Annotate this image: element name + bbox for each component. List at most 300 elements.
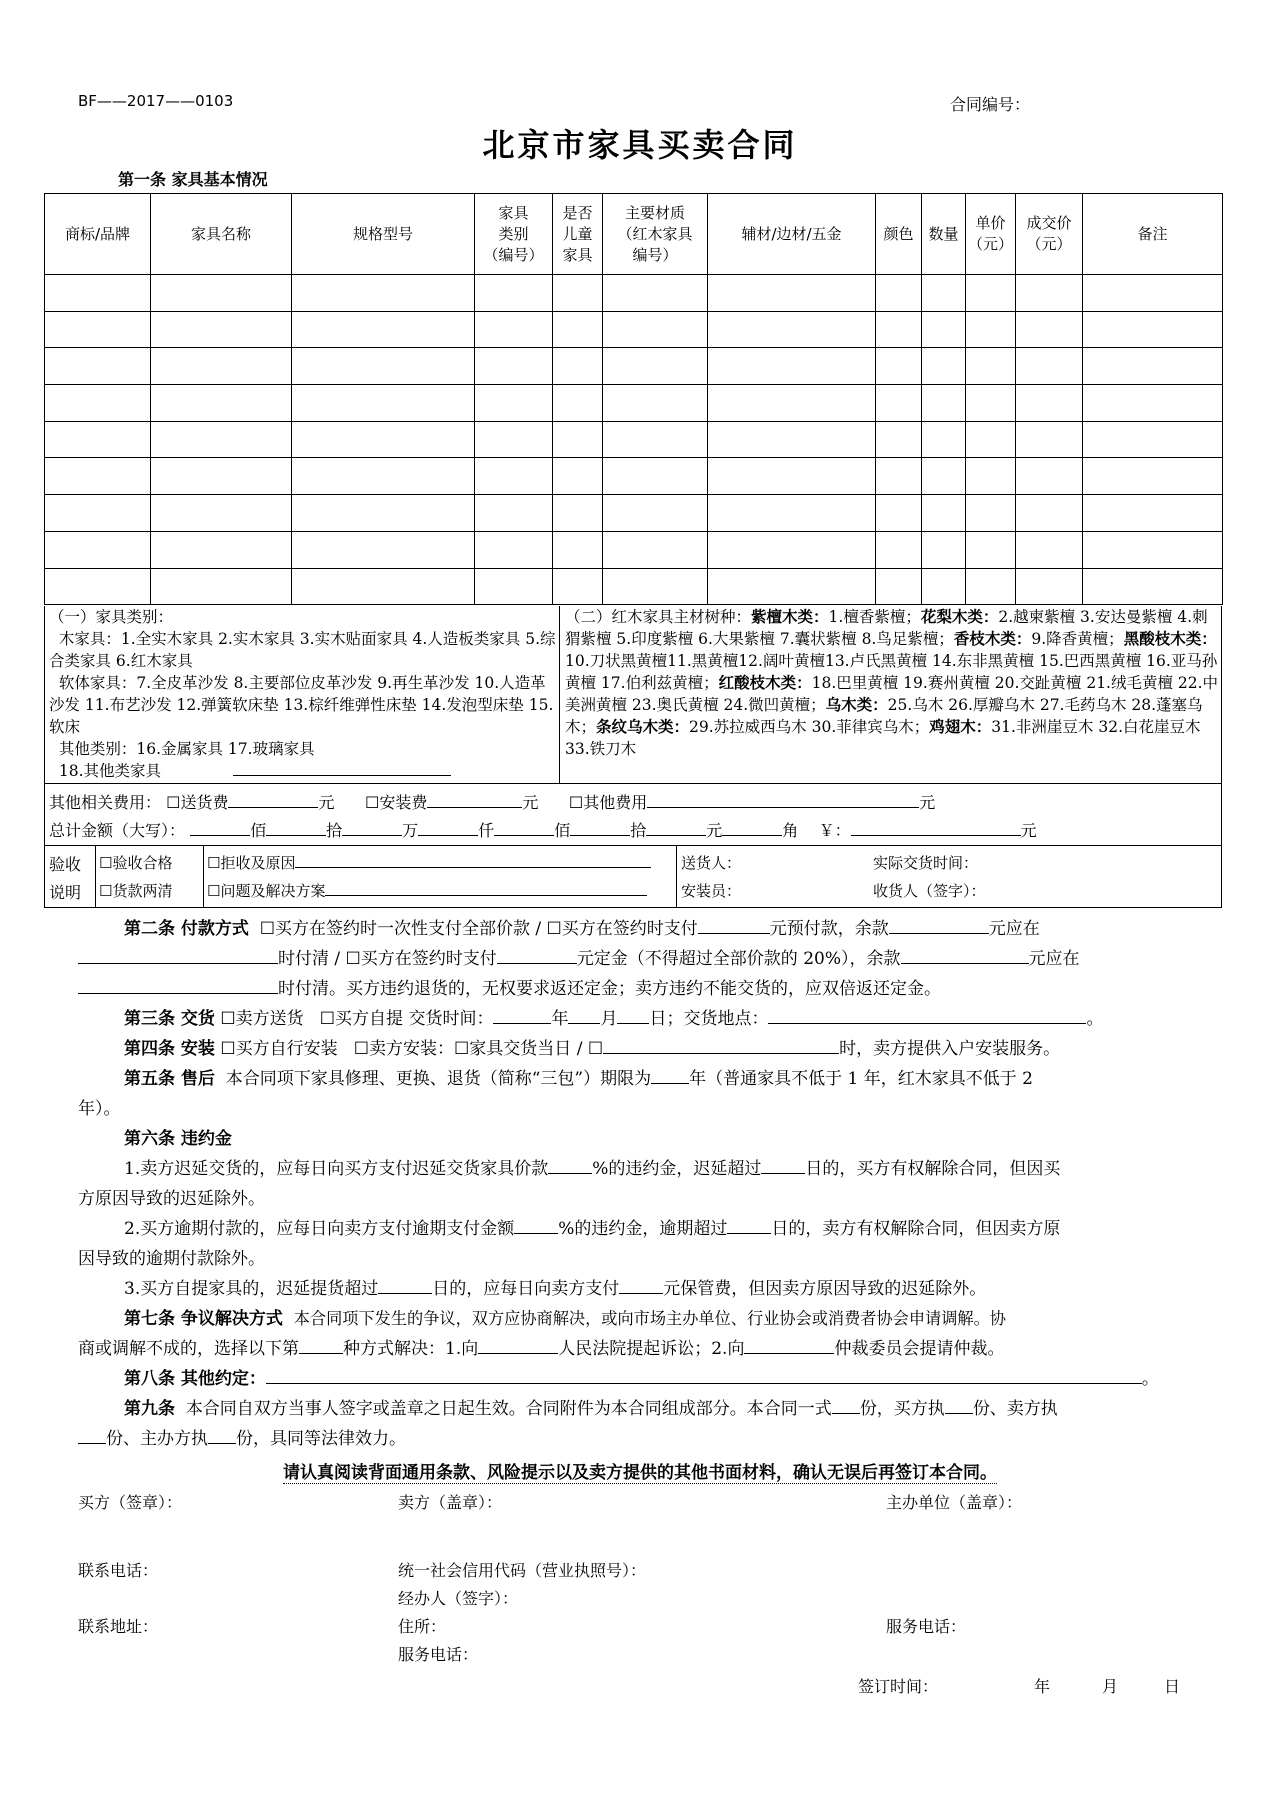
buyer-installs-checkbox[interactable] (220, 1039, 235, 1059)
table-cell[interactable] (876, 458, 922, 495)
redwood-species-list (565, 606, 1219, 760)
delivery-fee-checkbox[interactable] (166, 793, 180, 812)
table-cell[interactable] (966, 385, 1016, 422)
table-cell[interactable] (292, 421, 475, 458)
table-row (45, 421, 1223, 458)
table-cell[interactable] (45, 348, 151, 385)
column-header: 单价 （元） (966, 194, 1016, 275)
agent-signature-label: 经办人（签字）： (398, 1589, 519, 1608)
table-cell[interactable] (292, 568, 475, 605)
article-2-line-2 (78, 944, 1188, 974)
sender-label: 送货人： (681, 854, 742, 872)
buyer-picks-up-label: 买方自提 (335, 1009, 404, 1029)
table-cell[interactable] (876, 385, 922, 422)
table-cell[interactable] (553, 311, 603, 348)
column-header: 是否 儿童 家具 (553, 194, 603, 275)
buyer-picks-up-checkbox[interactable] (320, 1009, 335, 1029)
installer-label: 安装员： (681, 882, 742, 900)
article-6-title-line (124, 1124, 1234, 1154)
table-cell[interactable] (966, 275, 1016, 312)
table-cell[interactable] (1083, 495, 1223, 532)
article-6-1-c: 日的，买方有权解除合同，但因买 (805, 1159, 1061, 1179)
reject-checkbox[interactable] (207, 854, 220, 872)
table-cell[interactable] (708, 348, 876, 385)
deposit-amount-field[interactable] (497, 946, 577, 964)
article-6-3-a: 3.买方自提家具的，迟延提货超过 (124, 1279, 379, 1299)
article-2-line-1 (124, 914, 1204, 944)
species-group-items: 25.乌木 26.厚瓣乌木 27.毛药乌木 28.蓬塞乌木； (565, 696, 1203, 736)
amount-digit-field[interactable] (646, 819, 706, 836)
table-cell[interactable] (966, 568, 1016, 605)
advance-amount-field[interactable] (698, 916, 770, 934)
column-header: 辅材/边材/五金 (708, 194, 876, 275)
install-time-field[interactable] (603, 1036, 839, 1054)
table-cell[interactable] (876, 568, 922, 605)
table-cell[interactable] (876, 421, 922, 458)
fees-box (44, 784, 1222, 846)
article-6-item-1 (124, 1154, 1194, 1184)
amount-digit-field[interactable] (266, 819, 326, 836)
article-9-text-1c: 份、卖方执 (972, 1399, 1058, 1419)
amount-digit-field[interactable] (494, 819, 554, 836)
article-4-end: 时，卖方提供入户安装服务。 (839, 1039, 1061, 1059)
table-cell[interactable] (1016, 275, 1083, 312)
table-cell[interactable] (1083, 275, 1223, 312)
amount-unit: 拾 (630, 821, 647, 840)
species-group-items: 2.越柬紫檀 3.安达曼紫檀 4.刺猬紫檀 5.印度紫檀 6.大果紫檀 7.囊状紫檀 8.鸟足紫檀； (565, 608, 1208, 648)
table-cell[interactable] (603, 458, 708, 495)
table-cell[interactable] (603, 311, 708, 348)
amount-unit: 万 (402, 821, 419, 840)
table-cell[interactable] (1016, 568, 1083, 605)
accept-ok-label: 验收合格 (112, 854, 173, 872)
table-header-row (45, 194, 1223, 275)
table-cell[interactable] (876, 311, 922, 348)
table-cell[interactable] (708, 421, 876, 458)
table-cell[interactable] (475, 531, 553, 568)
table-cell[interactable] (876, 531, 922, 568)
problem-checkbox[interactable] (207, 882, 220, 900)
category-line: 木家具：1.全实木家具 2.实木家具 3.实木贴面家具 4.人造板类家具 5.综合类家具 6.红木家具 (49, 630, 556, 670)
table-cell[interactable] (603, 531, 708, 568)
table-cell[interactable] (553, 495, 603, 532)
receiver-signature-label: 收货人（签字）： (873, 882, 986, 900)
table-cell[interactable] (603, 348, 708, 385)
delivery-month-unit: 月 (600, 1009, 618, 1029)
other-agreement-field[interactable] (266, 1366, 1142, 1384)
species-group-name: 黑酸枝木类： (1123, 630, 1217, 648)
table-cell[interactable] (1083, 311, 1223, 348)
table-cell[interactable] (966, 531, 1016, 568)
table-cell[interactable] (1083, 568, 1223, 605)
article-9-text-1b: 份，买方执 (859, 1399, 945, 1419)
copies-buyer-field[interactable] (945, 1396, 973, 1414)
table-cell[interactable] (603, 495, 708, 532)
table-row (45, 311, 1223, 348)
species-group-items: 31.非洲崖豆木 32.白花崖豆木 33.铁刀木 (565, 718, 1201, 758)
article-6-2-c: 日的，卖方有权解除合同，但因卖方原 (771, 1219, 1061, 1239)
article-7-text-2c: 人民法院提起诉讼；2.向 (558, 1339, 745, 1359)
sign-day-unit: 日 (1164, 1677, 1181, 1696)
amount-digit-field[interactable] (722, 819, 782, 836)
table-cell[interactable] (475, 568, 553, 605)
fees-label: 其他相关费用： (49, 793, 162, 812)
other-fee-label: 其他费用 (583, 793, 648, 812)
table-cell[interactable] (876, 348, 922, 385)
amount-unit: 佰 (554, 821, 571, 840)
species-group-name: 红酸枝木类： (718, 674, 812, 692)
species-group-items: 10.刀状黑黄檀11.黑黄檀12.阔叶黄檀13.卢氏黑黄檀 14.东非黑黄檀 15.巴西黑黄檀 16.亚马孙黄檀 17.伯利兹黄檀； (565, 652, 1218, 692)
table-cell[interactable] (1083, 421, 1223, 458)
delivery-year-field[interactable] (493, 1006, 551, 1024)
deposit-balance-text: 元定金（不得超过全部价款的 20%），余款 (576, 949, 901, 969)
reject-reason-field[interactable] (295, 852, 651, 868)
article-1-heading: 第一条 家具基本情况 (118, 170, 268, 189)
table-cell[interactable] (922, 458, 966, 495)
table-cell[interactable] (553, 275, 603, 312)
column-header: 主要材质 （红木家具 编号） (603, 194, 708, 275)
article-7-line-1 (124, 1304, 1194, 1334)
article-6-3-b: 日的，应每日向卖方支付 (432, 1279, 620, 1299)
late-delivery-rate-field[interactable] (548, 1156, 592, 1174)
article-2-terms: 时付清。买方违约退货的，无权要求返还定金；卖方违约不能交货的，应双倍返还定金。 (278, 979, 941, 999)
acceptance-label-2: 说明 (49, 883, 82, 902)
table-cell[interactable] (151, 458, 292, 495)
yuan-total: 元 (1020, 821, 1037, 840)
amount-digit-field[interactable] (570, 819, 630, 836)
warranty-years-field[interactable] (651, 1066, 689, 1084)
table-cell[interactable] (1016, 385, 1083, 422)
column-header: 颜色 (876, 194, 922, 275)
contract-number-label: 合同编号： (950, 95, 1031, 114)
amount-digit-field[interactable] (418, 819, 478, 836)
reject-label: 拒收及原因 (220, 854, 296, 872)
table-cell[interactable] (553, 385, 603, 422)
table-cell[interactable] (966, 311, 1016, 348)
yuan-3: 元 (919, 793, 936, 812)
article-6-title: 第六条 违约金 (124, 1129, 232, 1149)
table-cell[interactable] (553, 421, 603, 458)
table-cell[interactable] (1016, 311, 1083, 348)
table-cell[interactable] (475, 385, 553, 422)
table-row (45, 568, 1223, 605)
pay-full-text: 买方在签约时一次性支付全部价款 / (274, 919, 547, 939)
article-5-title: 第五条 售后 (124, 1069, 215, 1089)
article-7-line-2 (78, 1334, 1188, 1364)
article-4-title: 第四条 安装 (124, 1039, 215, 1059)
species-group-items: 1.檀香紫檀； (828, 608, 921, 626)
deposit-due-date-field[interactable] (78, 976, 278, 994)
article-3-title: 第三条 交货 (124, 1009, 215, 1029)
table-cell[interactable] (922, 495, 966, 532)
table-cell[interactable] (922, 275, 966, 312)
table-cell[interactable] (1016, 495, 1083, 532)
table-cell[interactable] (876, 495, 922, 532)
column-header: 备注 (1083, 194, 1223, 275)
table-cell[interactable] (151, 568, 292, 605)
sign-year-unit: 年 (1034, 1677, 1051, 1696)
install-fee-label: 安装费 (379, 793, 428, 812)
table-cell[interactable] (708, 311, 876, 348)
table-cell[interactable] (922, 531, 966, 568)
article-6-2-b: %的违约金，逾期超过 (558, 1219, 728, 1239)
credit-code-label: 统一社会信用代码（营业执照号）： (398, 1561, 647, 1580)
column-header: 数量 (922, 194, 966, 275)
species-group-name: 乌木类： (825, 696, 888, 714)
article-6-item-2 (124, 1214, 1194, 1244)
table-cell[interactable] (603, 275, 708, 312)
advance-due-text: 元应在 (988, 919, 1040, 939)
table-cell[interactable] (553, 458, 603, 495)
article-6-2-a: 2.买方逾期付款的，应每日向卖方支付逾期支付金额 (124, 1219, 515, 1239)
article-7-text-2d: 仲裁委员会提请仲裁。 (834, 1339, 1005, 1359)
table-cell[interactable] (475, 311, 553, 348)
column-header: 家具名称 (151, 194, 292, 275)
article-4 (124, 1034, 1234, 1064)
article-6-1-a: 1.卖方迟延交货的，应每日向买方支付迟延交货家具价款 (124, 1159, 549, 1179)
table-cell[interactable] (292, 458, 475, 495)
table-cell[interactable] (553, 348, 603, 385)
table-cell[interactable] (708, 275, 876, 312)
other-fee-field[interactable] (647, 791, 919, 808)
yen-label: ￥： (818, 821, 851, 840)
table-cell[interactable] (475, 275, 553, 312)
table-cell[interactable] (1083, 531, 1223, 568)
table-cell[interactable] (292, 348, 475, 385)
column-header: 成交价 （元） (1016, 194, 1083, 275)
table-cell[interactable] (553, 531, 603, 568)
article-9-text-2b: 份，具同等法律效力。 (236, 1429, 406, 1449)
paid-in-full-checkbox[interactable] (99, 882, 112, 900)
table-cell[interactable] (45, 311, 151, 348)
acceptance-box (44, 846, 1222, 908)
pay-advance-checkbox[interactable] (547, 919, 562, 939)
table-cell[interactable] (966, 421, 1016, 458)
furniture-category-list (49, 606, 561, 782)
table-cell[interactable] (708, 531, 876, 568)
host-seal-label: 主办单位（盖章）： (886, 1493, 1023, 1512)
doc-code: BF——2017——0103 (78, 92, 234, 110)
buyer-address-label: 联系地址： (78, 1617, 159, 1636)
table-cell[interactable] (151, 275, 292, 312)
other-category-field[interactable] (233, 760, 451, 777)
table-cell[interactable] (966, 495, 1016, 532)
pay-deposit-checkbox[interactable] (346, 949, 361, 969)
table-cell[interactable] (922, 348, 966, 385)
species-group-name: 香枝木类： (953, 630, 1032, 648)
table-cell[interactable] (922, 568, 966, 605)
table-cell[interactable] (475, 348, 553, 385)
amount-digit-field[interactable] (342, 819, 402, 836)
article-7-text-2a: 商或调解不成的，选择以下第 (78, 1339, 299, 1359)
table-cell[interactable] (292, 385, 475, 422)
table-cell[interactable] (151, 531, 292, 568)
seller-installs-label: 卖方安装： (369, 1039, 455, 1059)
table-cell[interactable] (708, 568, 876, 605)
copies-host-field[interactable] (208, 1426, 236, 1444)
actual-delivery-time-label: 实际交货时间： (873, 854, 979, 872)
table-row (45, 348, 1223, 385)
amount-unit: 角 (782, 821, 799, 840)
problem-solution-field[interactable] (325, 880, 647, 896)
dispute-method-field[interactable] (299, 1336, 343, 1354)
pay-deposit-text: 买方在签约时支付 (360, 949, 497, 969)
table-cell[interactable] (603, 385, 708, 422)
delivery-year-unit: 年 (551, 1009, 569, 1029)
install-same-day-checkbox[interactable] (454, 1039, 469, 1059)
sign-time-label: 签订时间： (858, 1677, 939, 1696)
table-cell[interactable] (966, 458, 1016, 495)
column-header: 商标/品牌 (45, 194, 151, 275)
seller-service-phone-label: 服务电话： (398, 1645, 479, 1664)
table-cell[interactable] (151, 348, 292, 385)
seller-seal-label: 卖方（盖章）： (398, 1493, 503, 1512)
redwood-intro: （二）红木家具主材树种： (565, 608, 752, 626)
copies-seller-field[interactable] (78, 1426, 106, 1444)
paid-in-full-label: 货款两清 (112, 882, 173, 900)
delivery-fee-label: 送货费 (180, 793, 229, 812)
deposit-due-text: 元应在 (1028, 949, 1080, 969)
article-6-1-b: %的违约金，迟延超过 (592, 1159, 762, 1179)
table-cell[interactable] (45, 275, 151, 312)
copies-total-field[interactable] (832, 1396, 860, 1414)
table-row (45, 385, 1223, 422)
court-field[interactable] (478, 1336, 558, 1354)
table-cell[interactable] (45, 495, 151, 532)
fees-line (49, 790, 935, 813)
category-line: 软体家具：7.全皮革沙发 8.主要部位皮革沙发 9.再生革沙发 10.人造革沙发 11.布艺沙发 12.弹簧软床垫 13.棕纤维弹性床垫 14.发泡型床垫 15.软床 (49, 674, 554, 736)
table-cell[interactable] (922, 421, 966, 458)
table-cell[interactable] (151, 495, 292, 532)
table-cell[interactable] (922, 311, 966, 348)
seller-installs-checkbox[interactable] (354, 1039, 369, 1059)
article-8-end: 。 (1141, 1369, 1159, 1389)
table-cell[interactable] (151, 385, 292, 422)
seller-delivers-label: 卖方送货 (235, 1009, 304, 1029)
article-3-end: 。 (1086, 1009, 1104, 1029)
deposit-balance-field[interactable] (901, 946, 1029, 964)
table-cell[interactable] (966, 348, 1016, 385)
table-cell[interactable] (475, 421, 553, 458)
reading-notice (0, 1458, 1280, 1483)
table-cell[interactable] (708, 495, 876, 532)
late-pickup-days-field[interactable] (378, 1276, 432, 1294)
article-6-2-d: 因导致的逾期付款除外。 (78, 1249, 265, 1269)
amount-unit: 佰 (250, 821, 267, 840)
table-cell[interactable] (603, 421, 708, 458)
acceptance-label-1: 验收 (49, 855, 82, 874)
table-cell[interactable] (292, 495, 475, 532)
table-cell[interactable] (1016, 348, 1083, 385)
table-cell[interactable] (475, 495, 553, 532)
table-cell[interactable] (1083, 385, 1223, 422)
table-cell[interactable] (1083, 458, 1223, 495)
accept-ok-checkbox[interactable] (99, 854, 112, 872)
table-cell[interactable] (45, 531, 151, 568)
article-5-text-1: 本合同项下家具修理、更换、退货（简称“三包”）期限为 (225, 1069, 652, 1089)
table-cell[interactable] (1083, 348, 1223, 385)
install-custom-checkbox[interactable] (588, 1039, 603, 1059)
table-cell[interactable] (151, 421, 292, 458)
article-8-title: 第八条 其他约定： (124, 1369, 266, 1389)
pay-full-checkbox[interactable] (260, 919, 275, 939)
species-group-name: 花梨木类： (920, 608, 999, 626)
article-5-line-1 (124, 1064, 1194, 1094)
table-cell[interactable] (292, 275, 475, 312)
article-6-3-c: 元保管费，但因卖方原因导致的迟延除外。 (663, 1279, 987, 1299)
table-row (45, 275, 1223, 312)
late-delivery-days-field[interactable] (761, 1156, 805, 1174)
table-cell[interactable] (708, 458, 876, 495)
table-cell[interactable] (922, 385, 966, 422)
table-cell[interactable] (475, 458, 553, 495)
delivery-fee-field[interactable] (228, 791, 318, 808)
table-row (45, 458, 1223, 495)
yuan-1: 元 (318, 793, 335, 812)
category-line: 18.其他类家具 (49, 762, 162, 780)
article-6-1-d: 方原因导致的迟延除外。 (78, 1189, 265, 1209)
install-fee-checkbox[interactable] (365, 793, 379, 812)
table-cell[interactable] (876, 275, 922, 312)
species-group-items: 18.巴里黄檀 19.赛州黄檀 20.交趾黄檀 21.绒毛黄檀 22.中美洲黄檀 23.奥氏黄檀 24.微凹黄檀； (565, 674, 1219, 714)
amount-digit-field[interactable] (190, 819, 250, 836)
delivery-day-field[interactable] (617, 1006, 649, 1024)
delivery-month-field[interactable] (568, 1006, 600, 1024)
delivery-time-label: 交货时间： (403, 1009, 494, 1029)
table-cell[interactable] (1016, 458, 1083, 495)
article-8 (124, 1364, 1234, 1394)
article-2-title: 第二条 付款方式 (124, 919, 249, 939)
article-7-title: 第七条 争议解决方式 (124, 1309, 283, 1329)
storage-fee-field[interactable] (619, 1276, 663, 1294)
late-payment-days-field[interactable] (727, 1216, 771, 1234)
seller-residence-label: 住所： (398, 1617, 447, 1636)
column-header: 规格型号 (292, 194, 475, 275)
table-cell[interactable] (292, 531, 475, 568)
delivery-place-field[interactable] (768, 1006, 1086, 1024)
total-amount-figure-field[interactable] (851, 819, 1021, 836)
category-line: 其他类别：16.金属家具 17.玻璃家具 (49, 740, 315, 758)
article-7-text-1: 本合同项下发生的争议，双方应协商解决，或向市场主办单位、行业协会或消费者协会申请调解。协 (293, 1309, 1006, 1328)
table-cell[interactable] (292, 311, 475, 348)
table-cell[interactable] (603, 568, 708, 605)
article-5-text-2: 年（普通家具不低于 1 年，红木家具不低于 2 (689, 1069, 1033, 1089)
table-cell[interactable] (45, 568, 151, 605)
table-cell[interactable] (45, 421, 151, 458)
table-cell[interactable] (45, 385, 151, 422)
species-group-name: 条纹乌木类： (596, 718, 690, 736)
article-9-text-2a: 份、主办方执 (106, 1429, 208, 1449)
table-cell[interactable] (45, 458, 151, 495)
table-cell[interactable] (151, 311, 292, 348)
amount-unit: 拾 (326, 821, 343, 840)
arbitration-field[interactable] (744, 1336, 834, 1354)
reading-notice-text: 请认真阅读背面通用条款、风险提示以及卖方提供的其他书面材料，确认无误后再签订本合同。 (283, 1463, 997, 1483)
install-fee-field[interactable] (427, 791, 522, 808)
table-cell[interactable] (1016, 421, 1083, 458)
article-3 (124, 1004, 1234, 1034)
delivery-place-label: 日；交货地点： (649, 1009, 769, 1029)
seller-delivers-checkbox[interactable] (220, 1009, 235, 1029)
advance-balance-field[interactable] (889, 916, 989, 934)
table-cell[interactable] (1016, 531, 1083, 568)
host-service-phone-label: 服务电话： (886, 1617, 967, 1636)
late-payment-rate-field[interactable] (514, 1216, 558, 1234)
table-cell[interactable] (708, 385, 876, 422)
table-cell[interactable] (553, 568, 603, 605)
other-fee-checkbox[interactable] (569, 793, 583, 812)
advance-due-date-field[interactable] (78, 946, 278, 964)
